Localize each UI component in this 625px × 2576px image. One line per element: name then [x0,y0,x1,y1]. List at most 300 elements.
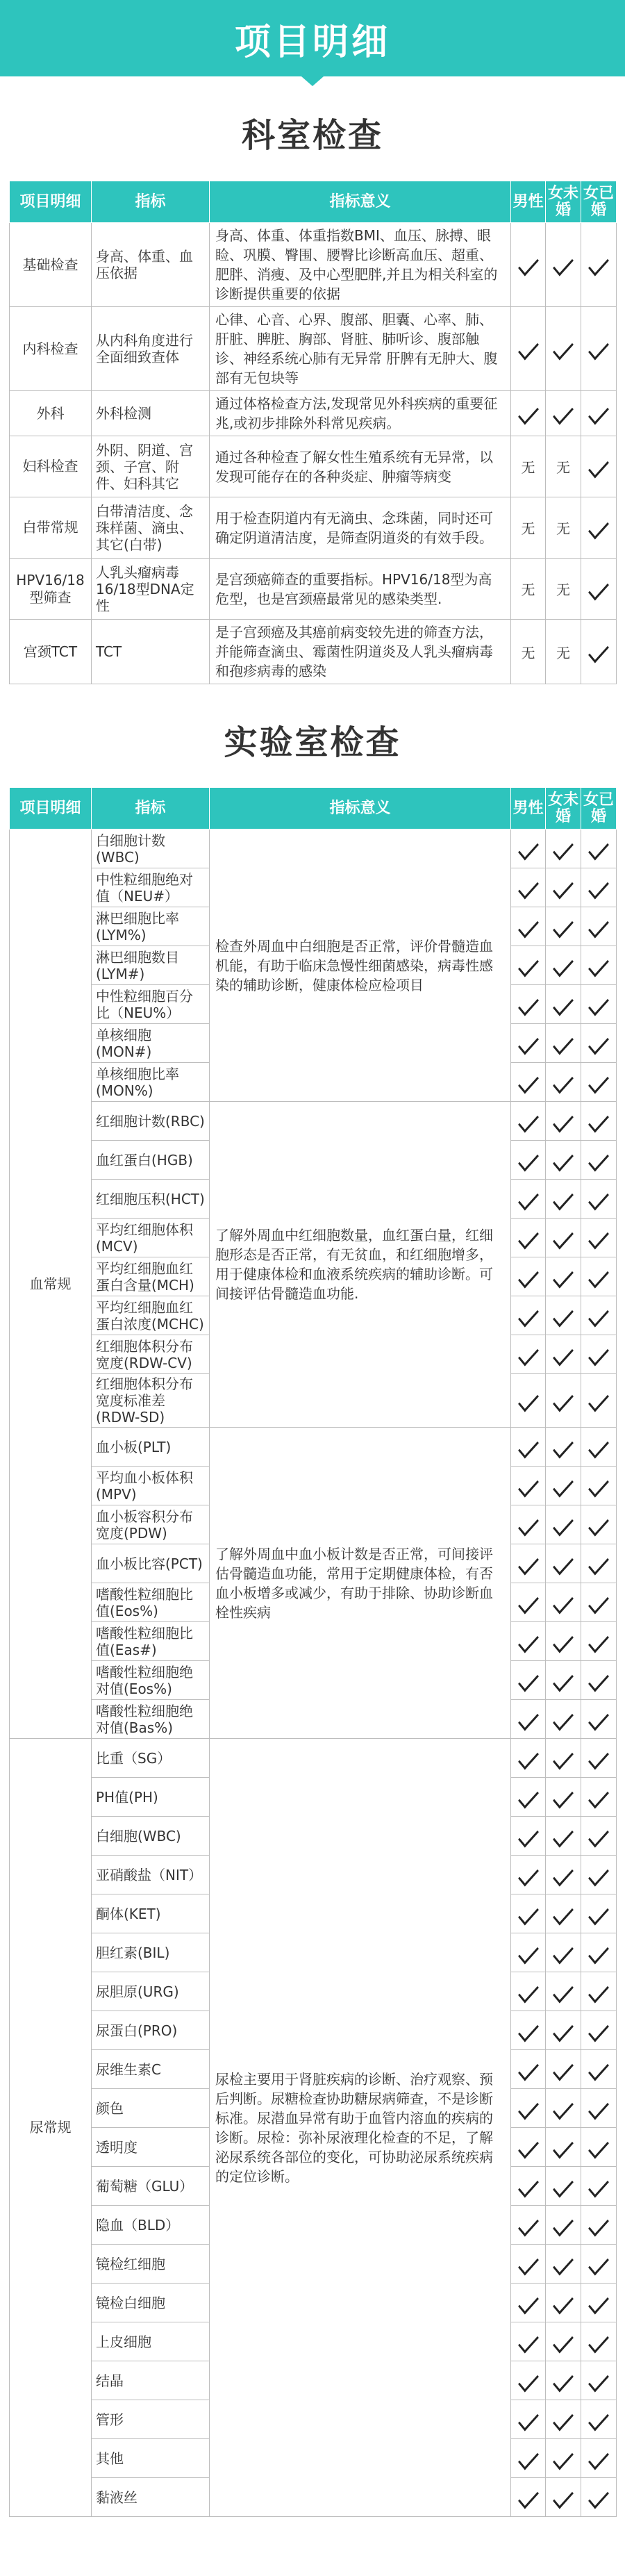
female-married-cell [581,2478,617,2517]
female-married-cell [581,2128,617,2167]
department-exam-body [10,223,617,684]
header-meaning: 指标意义 [210,788,511,829]
male-cell [511,1661,546,1700]
no-mark: 无 [556,644,570,661]
check-icon [518,2252,539,2275]
male-cell [511,223,546,307]
female-married-cell [581,829,617,868]
project-cell: 宫颈TCT [10,620,92,684]
check-icon [588,1629,609,1653]
male-cell [511,1622,546,1661]
check-icon [518,2096,539,2120]
female-unmarried-cell [546,1933,581,1972]
female-unmarried-cell [546,1817,581,1856]
table-row [10,620,617,684]
check-icon [588,875,609,899]
female-married-cell [581,1700,617,1739]
male-cell [511,1428,546,1467]
female-married-cell [581,223,617,307]
female-unmarried-cell [546,1428,581,1467]
banner-title: 项目明细 [234,21,390,63]
check-icon [588,253,609,276]
indicator-cell: 平均红细胞血红蛋白浓度(MCHC) [92,1296,210,1335]
header-meaning: 指标意义 [210,181,511,223]
male-cell [511,1778,546,1817]
female-married-cell [581,1374,617,1428]
project-cell: HPV16/18型筛查 [10,559,92,620]
check-icon [553,2485,574,2509]
indicator-cell: 中性粒细胞百分比（NEU%） [92,985,210,1024]
check-icon [553,1590,574,1614]
indicator-cell: 平均血小板体积(MPV) [92,1467,210,1505]
project-cell: 妇科检查 [10,436,92,497]
female-unmarried-cell [546,620,581,684]
indicator-cell: 外科检测 [92,391,210,436]
female-unmarried-cell [546,1141,581,1180]
check-icon [588,836,609,860]
male-cell [511,307,546,391]
project-cell: 白带常规 [10,497,92,559]
female-married-cell [581,1544,617,1583]
male-cell [511,2478,546,2517]
meaning-cell: 了解外周血中红细胞数量，血红蛋白量，红细胞形态是否正常，有无贫血，和红细胞增多，用于健康体检和血液系统疾病的辅助诊断。可间接评估骨髓造血功能. [210,1102,511,1428]
female-unmarried-cell [546,1505,581,1544]
male-cell [511,1141,546,1180]
lab-exam-table [9,787,617,2517]
female-married-cell [581,1894,617,1933]
check-icon [518,2174,539,2197]
check-icon [553,1785,574,1808]
check-icon [553,2290,574,2314]
check-icon [518,1187,539,1210]
no-mark: 无 [556,520,570,537]
check-icon [518,953,539,977]
meaning-cell: 通过体格检查方法,发现常见外科疾病的重要征兆,或初步排除外科常见疾病。 [210,391,511,436]
check-icon [518,836,539,860]
header-project: 项目明细 [10,181,92,223]
female-unmarried-cell [546,2206,581,2245]
female-unmarried-cell [546,2245,581,2284]
female-married-cell [581,2206,617,2245]
check-icon [588,1707,609,1731]
male-cell [511,2245,546,2284]
check-icon [553,1668,574,1692]
header-female-married-label: 女已婚 [583,791,614,825]
check-icon [553,1031,574,1055]
indicator-cell: 上皮细胞 [92,2322,210,2361]
indicator-cell: 隐血（BLD） [92,2206,210,2245]
table-row [10,829,617,868]
check-icon [553,1435,574,1458]
female-unmarried-cell [546,307,581,391]
table-row [10,559,617,620]
table-row [10,1739,617,1778]
project-cell: 外科 [10,391,92,436]
male-cell [511,1024,546,1063]
check-icon [553,875,574,899]
male-cell [511,985,546,1024]
female-unmarried-cell [546,2439,581,2478]
female-married-cell [581,1817,617,1856]
check-icon [518,1473,539,1497]
check-icon [553,2252,574,2275]
no-mark: 无 [521,644,535,661]
female-married-cell [581,1583,617,1622]
male-cell [511,1063,546,1102]
female-unmarried-cell [546,1102,581,1141]
check-icon [588,1746,609,1769]
indicator-cell: 身高、体重、血压依据 [92,223,210,307]
check-icon [553,1070,574,1093]
check-icon [553,1551,574,1575]
check-icon [553,337,574,361]
female-unmarried-cell [546,2361,581,2400]
female-married-cell [581,1778,617,1817]
female-married-cell [581,1467,617,1505]
check-icon [588,2368,609,2392]
male-cell [511,2400,546,2439]
check-icon [588,515,609,539]
female-married-cell [581,1933,617,1972]
female-unmarried-cell [546,1467,581,1505]
check-icon [588,1187,609,1210]
table-row [10,307,617,391]
male-cell [511,2439,546,2478]
check-icon [518,1901,539,1925]
no-mark: 无 [521,581,535,598]
female-unmarried-cell [546,2322,581,2361]
section-title-department: 科室检查 [241,116,383,155]
indicator-cell: 管形 [92,2400,210,2439]
male-cell [511,497,546,559]
indicator-cell: 平均红细胞血红蛋白含量(MCH) [92,1257,210,1296]
indicator-cell: 血小板容积分布宽度(PDW) [92,1505,210,1544]
female-unmarried-cell [546,497,581,559]
check-icon [588,2018,609,2042]
check-icon [588,1342,609,1366]
check-icon [588,577,609,600]
indicator-cell: 结晶 [92,2361,210,2400]
check-icon [518,1389,539,1412]
check-icon [518,1551,539,1575]
indicator-cell: 淋巴细胞比率(LYM%) [92,907,210,946]
male-cell [511,1894,546,1933]
female-married-cell [581,868,617,907]
check-icon [518,1148,539,1171]
female-married-cell [581,436,617,497]
female-unmarried-cell [546,1219,581,1257]
female-married-cell [581,1505,617,1544]
female-married-cell [581,985,617,1024]
female-unmarried-cell [546,1700,581,1739]
project-cell: 尿常规 [10,1739,92,2517]
check-icon [553,2446,574,2470]
indicator-cell: 淋巴细胞数目(LYM#) [92,946,210,985]
check-icon [588,1551,609,1575]
header-female-married-label: 女已婚 [583,185,614,219]
male-cell [511,2089,546,2128]
check-icon [553,1148,574,1171]
check-icon [553,1901,574,1925]
check-icon [588,953,609,977]
meaning-cell: 心律、心音、心界、腹部、胆囊、心率、肺、肝脏、脾脏、胸部、肾脏、肺听诊、腹部触诊、神经系统心肺有无异常 肝脾有无肿大、腹部有无包块等 [210,307,511,391]
male-cell [511,946,546,985]
male-cell [511,1296,546,1335]
check-icon [553,402,574,425]
check-icon [588,1303,609,1327]
check-icon [518,1707,539,1731]
female-married-cell [581,559,617,620]
female-married-cell [581,2361,617,2400]
indicator-cell: 黏液丝 [92,2478,210,2517]
check-icon [588,1225,609,1249]
female-unmarried-cell [546,1622,581,1661]
female-married-cell [581,1024,617,1063]
female-married-cell [581,391,617,436]
check-icon [553,1303,574,1327]
check-icon [588,2446,609,2470]
check-icon [518,1070,539,1093]
meaning-cell: 是子宫颈癌及其癌前病变较先进的筛查方法，并能筛查滴虫、霉菌性阴道炎及人乳头瘤病毒和孢疹病毒的感染 [210,620,511,684]
female-married-cell [581,1856,617,1894]
male-cell [511,1933,546,1972]
female-unmarried-cell [546,1180,581,1219]
check-icon [588,2213,609,2236]
female-married-cell [581,1102,617,1141]
check-icon [588,337,609,361]
check-icon [553,253,574,276]
indicator-cell: 尿蛋白(PRO) [92,2011,210,2050]
female-married-cell [581,1219,617,1257]
check-icon [518,2213,539,2236]
check-icon [588,1109,609,1132]
check-icon [588,1070,609,1093]
indicator-cell: 其他 [92,2439,210,2478]
male-cell [511,907,546,946]
check-icon [588,914,609,938]
female-married-cell [581,2011,617,2050]
check-icon [518,2485,539,2509]
female-married-cell [581,2284,617,2322]
check-icon [588,2290,609,2314]
male-cell [511,1335,546,1374]
check-icon [518,1785,539,1808]
no-mark: 无 [521,459,535,476]
male-cell [511,829,546,868]
project-cell: 内科检查 [10,307,92,391]
header-indicator: 指标 [92,181,210,223]
female-married-cell [581,1335,617,1374]
female-married-cell [581,497,617,559]
check-icon [553,1629,574,1653]
male-cell [511,1180,546,1219]
check-icon [518,2368,539,2392]
lab-exam-body [10,829,617,2517]
indicator-cell: 透明度 [92,2128,210,2167]
male-cell [511,1374,546,1428]
check-icon [553,1824,574,1847]
check-icon [588,640,609,663]
indicator-cell: 人乳头瘤病毒16/18型DNA定性 [92,559,210,620]
indicator-cell: 比重（SG） [92,1739,210,1778]
banner-notch [301,76,324,86]
check-icon [553,1389,574,1412]
female-married-cell [581,1180,617,1219]
male-cell [511,391,546,436]
male-cell [511,2322,546,2361]
project-cell: 基础检查 [10,223,92,307]
indicator-cell: 单核细胞比率(MON%) [92,1063,210,1102]
female-unmarried-cell [546,1778,581,1817]
indicator-cell: 从内科角度进行全面细致查体 [92,307,210,391]
check-icon [518,1863,539,1886]
check-icon [518,1668,539,1692]
female-unmarried-cell [546,2128,581,2167]
header-project: 项目明细 [10,788,92,829]
female-married-cell [581,1296,617,1335]
male-cell [511,1972,546,2011]
male-cell [511,2167,546,2206]
female-married-cell [581,1972,617,2011]
meaning-cell: 身高、体重、体重指数BMI、血压、脉搏、眼睑、巩膜、臀围、腰臀比诊断高血压、超重、肥胖、消瘦、及中心型肥胖,并且为相关科室的诊断提供重要的依据 [210,223,511,307]
check-icon [588,1668,609,1692]
header-female-unmarried [546,788,581,829]
male-cell [511,1467,546,1505]
female-unmarried-cell [546,829,581,868]
check-icon [553,836,574,860]
check-icon [518,1031,539,1055]
check-icon [553,2407,574,2431]
check-icon [588,992,609,1016]
check-icon [588,1824,609,1847]
check-icon [518,1824,539,1847]
female-married-cell [581,620,617,684]
table-header-row [10,788,617,829]
female-unmarried-cell [546,1544,581,1583]
female-unmarried-cell [546,223,581,307]
female-married-cell [581,1622,617,1661]
female-married-cell [581,2322,617,2361]
indicator-cell: 红细胞体积分布宽度标准差(RDW-SD) [92,1374,210,1428]
check-icon [518,1264,539,1288]
male-cell [511,1856,546,1894]
female-married-cell [581,1739,617,1778]
check-icon [588,1940,609,1964]
check-icon [518,402,539,425]
check-icon [518,1590,539,1614]
check-icon [518,2135,539,2158]
check-icon [588,1264,609,1288]
female-unmarried-cell [546,2400,581,2439]
check-icon [588,402,609,425]
check-icon [553,2174,574,2197]
female-unmarried-cell [546,1583,581,1622]
male-cell [511,2206,546,2245]
check-icon [588,2057,609,2081]
check-icon [553,1342,574,1366]
header-female-married [581,181,617,223]
check-icon [553,2329,574,2353]
female-unmarried-cell [546,2478,581,2517]
female-unmarried-cell [546,946,581,985]
indicator-cell: 白带清洁度、念珠样菌、滴虫、其它(白带) [92,497,210,559]
check-icon [553,2018,574,2042]
indicator-cell: 红细胞压积(HCT) [92,1180,210,1219]
meaning-cell: 了解外周血中血小板计数是否正常，可间接评估骨髓造血功能，常用于定期健康体检，有否血小板增多或减少，有助于排除、协助诊断血栓性疾病 [210,1428,511,1739]
check-icon [518,1342,539,1366]
check-icon [588,1389,609,1412]
check-icon [518,2407,539,2431]
check-icon [553,1940,574,1964]
check-icon [588,2135,609,2158]
meaning-cell: 是宫颈癌筛查的重要指标。HPV16/18型为高危型，也是宫颈癌最常见的感染类型. [210,559,511,620]
female-unmarried-cell [546,1739,581,1778]
female-married-cell [581,1661,617,1700]
female-unmarried-cell [546,1374,581,1428]
check-icon [588,1979,609,2003]
female-unmarried-cell [546,2167,581,2206]
indicator-cell: 血小板(PLT) [92,1428,210,1467]
female-married-cell [581,946,617,985]
table-row [10,497,617,559]
female-married-cell [581,907,617,946]
check-icon [553,992,574,1016]
header-male: 男性 [511,181,546,223]
no-mark: 无 [521,520,535,537]
check-icon [518,992,539,1016]
check-icon [588,2174,609,2197]
header-banner [0,0,625,76]
female-unmarried-cell [546,1024,581,1063]
check-icon [518,1979,539,2003]
check-icon [518,914,539,938]
indicator-cell: 白细胞计数(WBC) [92,829,210,868]
male-cell [511,1505,546,1544]
check-icon [553,953,574,977]
header-indicator: 指标 [92,788,210,829]
check-icon [518,1225,539,1249]
check-icon [553,2096,574,2120]
male-cell [511,1739,546,1778]
indicator-cell: 红细胞计数(RBC) [92,1102,210,1141]
female-married-cell [581,1063,617,1102]
male-cell [511,1817,546,1856]
indicator-cell: 单核细胞(MON#) [92,1024,210,1063]
female-married-cell [581,2050,617,2089]
female-unmarried-cell [546,1335,581,1374]
check-icon [518,1512,539,1536]
male-cell [511,559,546,620]
female-unmarried-cell [546,907,581,946]
indicator-cell: 尿维生素C [92,2050,210,2089]
project-cell: 血常规 [10,829,92,1739]
check-icon [553,1746,574,1769]
female-unmarried-cell [546,2284,581,2322]
indicator-cell: 红细胞体积分布宽度(RDW-CV) [92,1335,210,1374]
header-female-unmarried-label: 女未婚 [547,185,578,219]
female-married-cell [581,2400,617,2439]
indicator-cell: 外阴、阴道、宫颈、子宫、附件、妇科其它 [92,436,210,497]
indicator-cell: 嗜酸性粒细胞比值(Eos%) [92,1583,210,1622]
male-cell [511,436,546,497]
female-married-cell [581,1257,617,1296]
check-icon [518,2018,539,2042]
female-unmarried-cell [546,1257,581,1296]
table-row [10,391,617,436]
indicator-cell: 中性粒细胞绝对值（NEU#） [92,868,210,907]
indicator-cell: 葡萄糖（GLU） [92,2167,210,2206]
indicator-cell: 颜色 [92,2089,210,2128]
